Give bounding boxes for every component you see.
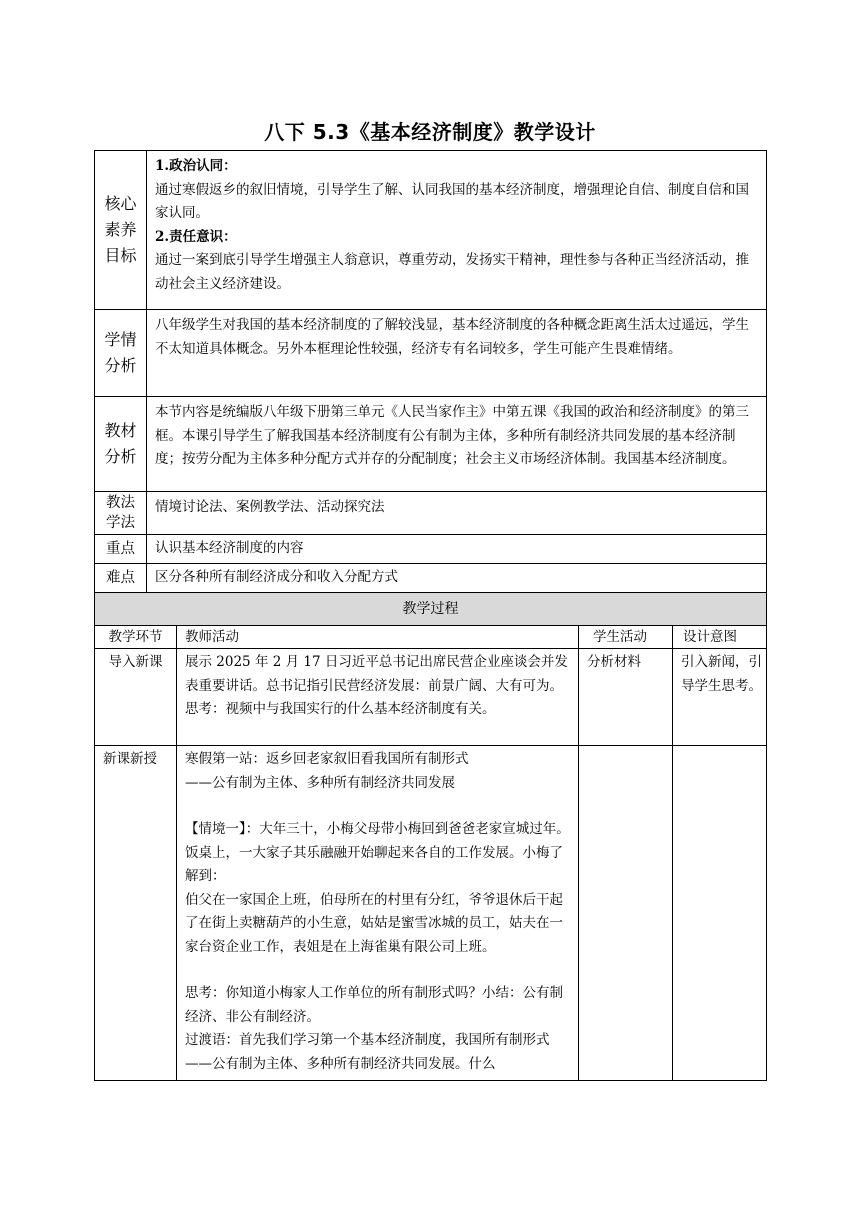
core-heading-2: 2.责任意识： — [155, 228, 237, 245]
row-material — [95, 397, 767, 492]
intro-student: 分析材料 — [579, 649, 673, 746]
col-stage-header: 教学环节 — [95, 626, 177, 649]
intro-stage: 导入新课 — [95, 649, 177, 746]
row-column-headers — [95, 626, 767, 649]
key-content: 认识基本经济制度的内容 — [147, 535, 767, 564]
newlesson-stop-title: 寒假第一站：返乡回老家叙旧看我国所有制形式 — [185, 751, 469, 767]
core-text-1: 通过寒假返乡的叙旧情境，引导学生了解、认同我国的基本经济制度，增强理论自信、制度自信和国家认同。 — [155, 181, 749, 221]
lesson-plan-table — [94, 150, 767, 1081]
spacer — [185, 795, 570, 818]
newlesson-intent — [673, 746, 767, 1081]
newlesson-student — [579, 746, 673, 1081]
row-process-header — [95, 593, 767, 626]
intro-teacher-question: 思考：视频中与我国实行的什么基本经济制度有关。 — [185, 701, 496, 717]
material-content: 本节内容是统编版八年级下册第三单元《人民当家作主》中第五课《我国的政治和经济制度》的第三框。本课引导学生了解我国基本经济制度有公有制为主体，多种所有制经济共同发展的基本经济制度；按劳分配为主体多种分配方式并存的分配制度；社会主义市场经济体制。我国基本经济制度。 — [147, 397, 767, 492]
core-literacy-content — [147, 151, 767, 310]
row-new-lesson — [95, 746, 767, 1081]
core-text-2: 通过一案到底引导学生增强主人翁意识，尊重劳动，发扬实干精神，理性参与各种正当经济活动，推动社会主义经济建设。 — [155, 252, 749, 292]
row-key — [95, 535, 767, 564]
label-core-literacy: 核心素养目标 — [95, 151, 147, 310]
label-methods: 教法学法 — [95, 492, 147, 535]
label-situation: 学情分析 — [95, 310, 147, 397]
difficult-content: 区分各种所有制经济成分和收入分配方式 — [147, 564, 767, 593]
row-situation — [95, 310, 767, 397]
spacer — [185, 959, 570, 982]
newlesson-transition: 过渡语：首先我们学习第一个基本经济制度，我国所有制形式——公有制为主体、多种所有制经济共同发展。什么 — [185, 1032, 550, 1072]
situation-content: 八年级学生对我国的基本经济制度的了解较浅显，基本经济制度的各种概念距离生活太过遥远，学生不太知道具体概念。另外本框理论性较强，经济专有名词较多，学生可能产生畏难情绪。 — [147, 310, 767, 397]
col-teacher-header: 教师活动 — [177, 626, 579, 649]
newlesson-scene-1: 【情境一】：大年三十，小梅父母带小梅回到爸爸老家宣城过年。饭桌上，一大家子其乐融融开始聊起来各自的工作发展。小梅了解到： — [185, 821, 570, 884]
row-intro — [95, 649, 767, 746]
label-key: 重点 — [95, 535, 147, 564]
core-heading-1: 1.政治认同： — [155, 158, 237, 174]
newlesson-subtitle: ——公有制为主体、多种所有制经济共同发展 — [185, 774, 455, 791]
col-intent-header: 设计意图 — [673, 626, 767, 649]
intro-intent: 引入新闻，引导学生思考。 — [673, 649, 767, 746]
label-difficult: 难点 — [95, 564, 147, 593]
label-material: 教材分析 — [95, 397, 147, 492]
row-core-literacy — [95, 151, 767, 310]
row-methods — [95, 492, 767, 535]
methods-content: 情境讨论法、案例教学法、活动探究法 — [147, 492, 767, 535]
process-header: 教学过程 — [95, 593, 767, 626]
newlesson-family-jobs: 伯父在一家国企上班，伯母所在的村里有分红，爷爷退休后干起了在街上卖糖葫芦的小生意，姑姑是蜜雪冰城的员工，姑夫在一家台资企业工作，表姐是在上海雀巢有限公司上班。 — [185, 891, 563, 955]
intro-teacher-text: 展示 2025 年 2 月 17 日习近平总书记出席民营企业座谈会并发表重要讲话。总书记指引民营经济发展：前景广阔、大有可为。 — [185, 654, 568, 694]
newlesson-question: 思考：你知道小梅家人工作单位的所有制形式吗？小结：公有制经济、非公有制经济。 — [185, 985, 563, 1025]
row-difficult — [95, 564, 767, 593]
intro-teacher — [177, 649, 579, 746]
newlesson-teacher — [177, 746, 579, 1081]
document-title: 八下 5.3《基本经济制度》教学设计 — [264, 120, 596, 144]
newlesson-stage: 新课新授 — [95, 746, 177, 1081]
col-student-header: 学生活动 — [579, 626, 673, 649]
